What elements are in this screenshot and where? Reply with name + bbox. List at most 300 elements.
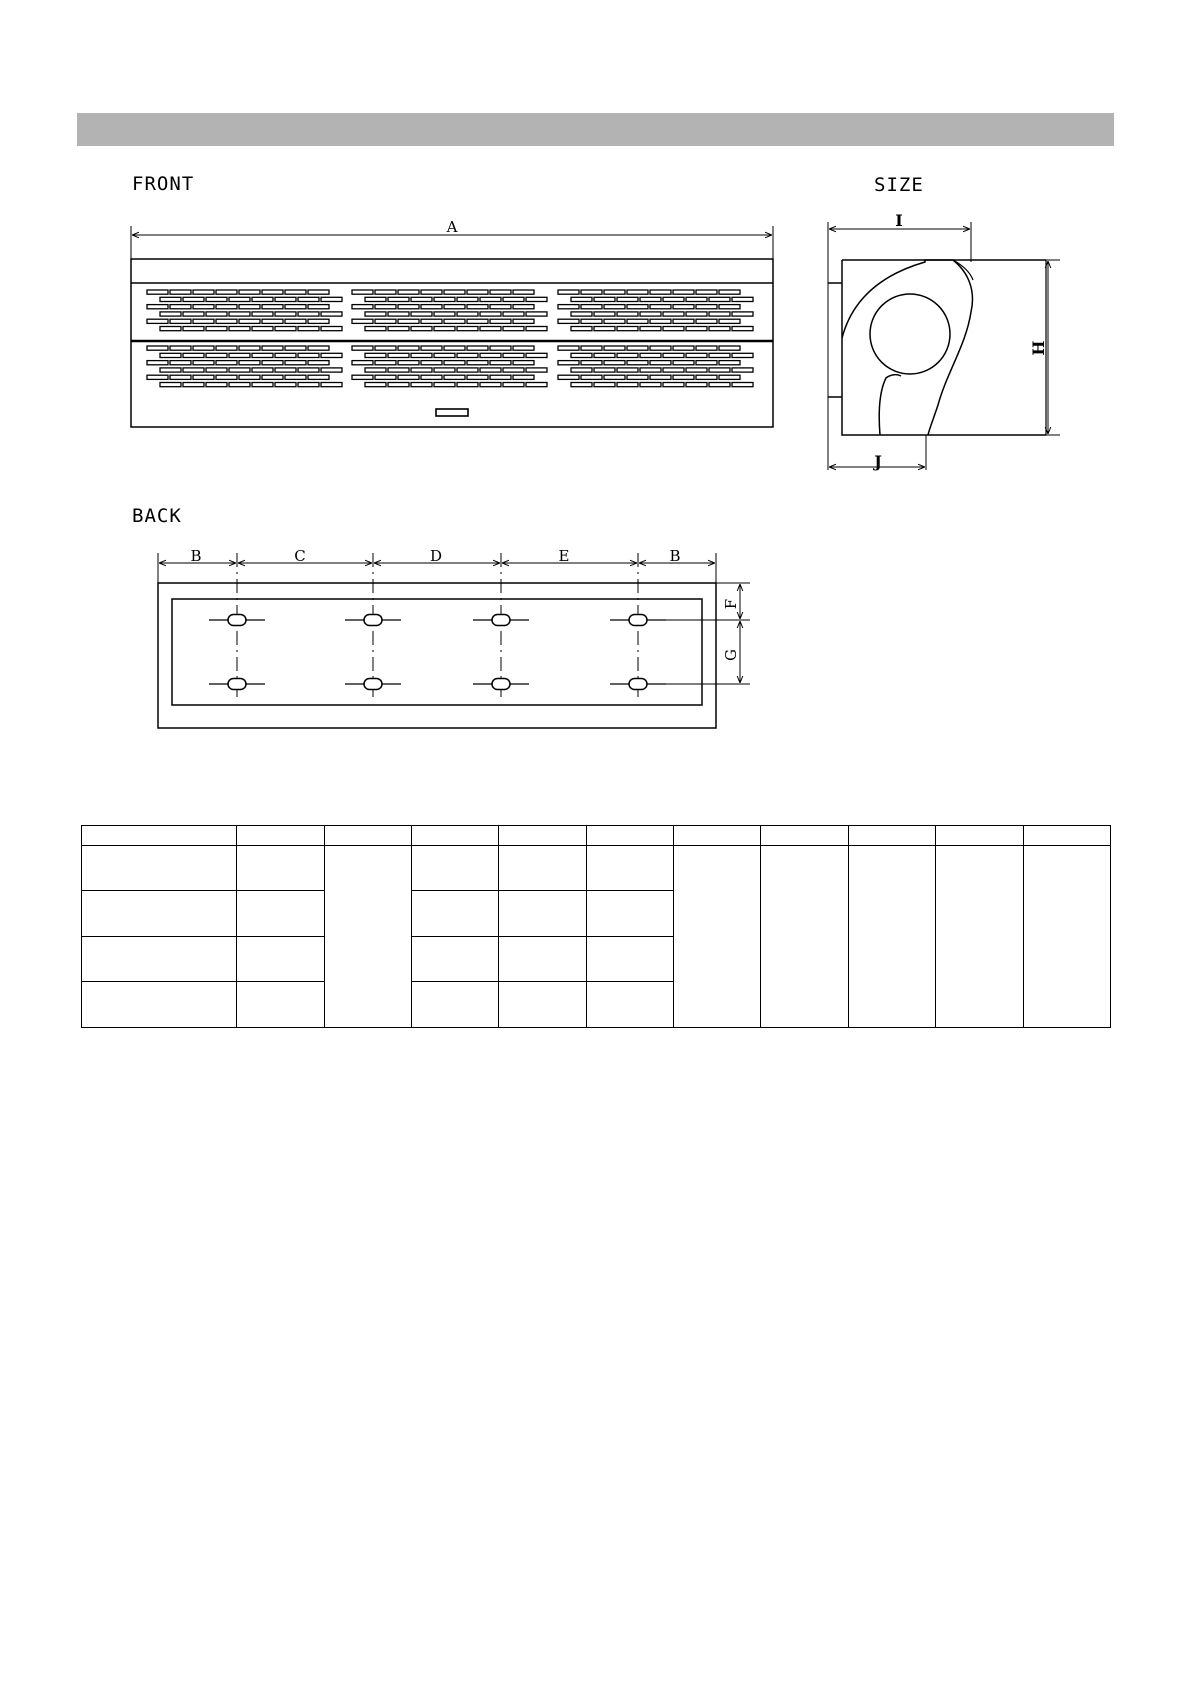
grille-slot [285,375,306,379]
grille-slot [490,290,511,294]
table-cell [412,891,499,937]
grille-slot [650,375,671,379]
grille-slot [467,361,488,365]
grille-slot [147,290,168,294]
grille-slot [216,361,237,365]
table-cell [237,982,325,1028]
grille-slot [686,368,707,372]
grille-slot [262,305,283,309]
grille-slot [216,319,237,323]
table-cell [499,826,587,846]
front-slot [436,409,468,416]
grille-slot [709,312,730,316]
grille-slot [421,346,442,350]
grille-slot [411,368,432,372]
grille-slot [513,346,534,350]
grille-slot [206,327,227,331]
grille-slot [627,346,648,350]
mounting-hole [228,615,246,626]
grille-slot [239,375,260,379]
grille-slot [352,375,373,379]
grille-slot [147,375,168,379]
grille-slot [160,312,181,316]
grille-slot [673,319,694,323]
grille-slot [503,312,524,316]
grille-slot [571,353,592,357]
table-cell [936,846,1024,1028]
grille-slot [206,368,227,372]
table-cell [1024,826,1111,846]
grille-slot [275,312,296,316]
label-f: F [722,598,740,610]
grille-slot [252,368,273,372]
grille-slot [526,383,547,387]
grille-slot [183,383,204,387]
table-cell [1024,846,1111,1028]
grille-slot [434,383,455,387]
grille-slot [480,383,501,387]
grille-slot [457,383,478,387]
grille-slot [663,297,684,301]
grille-slot [275,383,296,387]
grille-slot [503,327,524,331]
grille-slot [170,361,191,365]
grille-slot [604,290,625,294]
grille-slot [571,368,592,372]
grille-slot [308,319,329,323]
grille-slot [285,361,306,365]
table-cell [325,846,412,1028]
grille-slot [275,353,296,357]
grille-slot [526,297,547,301]
grille-slot [604,346,625,350]
grille-slot [321,297,342,301]
grille-slot [513,319,534,323]
grille-slot [719,375,740,379]
grille-slot [457,327,478,331]
grille-slot [285,319,306,323]
grille-slot [709,327,730,331]
grille-slot [229,297,250,301]
grille-slot [262,361,283,365]
grille-slot [558,305,579,309]
grille-slot [147,319,168,323]
table-cell [237,826,325,846]
grille-slot [581,319,602,323]
grille-slot [686,312,707,316]
grille-slot [594,297,615,301]
size-view [828,222,1060,470]
grille-slot [513,361,534,365]
grille-slot [183,327,204,331]
grille-slot [696,375,717,379]
grille-slot [709,297,730,301]
grille-slot [252,383,273,387]
grille-slot [503,368,524,372]
grille-slot [617,297,638,301]
grille-slot [594,368,615,372]
grille-slot [170,305,191,309]
table-cell [587,846,674,891]
label-c: C [294,547,306,565]
grille-slot [388,383,409,387]
table-cell [82,846,237,891]
grille-slot [160,353,181,357]
grille-slot [170,290,191,294]
table-cell [499,937,587,982]
grille-slot [252,312,273,316]
grille-slot [375,319,396,323]
grille-slot [285,346,306,350]
grille-slot [480,353,501,357]
grille-slot [434,312,455,316]
grille-slot [388,297,409,301]
grille-slot [206,312,227,316]
grille-slot [229,327,250,331]
grille-slot [411,327,432,331]
grille-slot [673,375,694,379]
grille-slot [239,319,260,323]
grille-slot [696,346,717,350]
grille-slot [298,327,319,331]
grille-slot [252,297,273,301]
grille-slot [640,327,661,331]
grille-slot [308,346,329,350]
mounting-hole [629,679,647,690]
grille-slot [375,375,396,379]
grille-slot [663,312,684,316]
grille-slot [275,368,296,372]
label-a: A [446,218,458,236]
grille-slot [388,368,409,372]
table-cell [849,846,936,1028]
grille-slot [229,383,250,387]
table-cell [674,846,761,1028]
grille-slot [444,305,465,309]
grille-slot [571,312,592,316]
grille-slot [526,312,547,316]
mounting-hole [492,615,510,626]
grille-slot [183,312,204,316]
grille-slot [490,375,511,379]
grille-slot [467,375,488,379]
grille-slot [365,297,386,301]
grille-slot [421,319,442,323]
grille-slot [308,305,329,309]
grille-slot [160,297,181,301]
grille-slot [229,353,250,357]
grille-slot [617,383,638,387]
grille-slot [490,346,511,350]
grille-slot [503,353,524,357]
grille-slot [365,312,386,316]
label-d: D [429,547,443,565]
grille-slot [170,346,191,350]
grille-slot [467,305,488,309]
grille-slot [457,297,478,301]
grille-slot [480,297,501,301]
grille-slot [193,290,214,294]
table-cell [936,826,1024,846]
grille-slot [526,353,547,357]
grille-slot [160,327,181,331]
grille-slot [444,319,465,323]
back-outer-frame [158,583,716,728]
table-cell [587,826,674,846]
grille-slot [581,375,602,379]
label-i: I [895,211,903,230]
grille-slot [147,305,168,309]
grille-slot [444,375,465,379]
grille-slot [558,346,579,350]
grille-slot [298,383,319,387]
grille-slot [627,319,648,323]
grille-slot [183,297,204,301]
grille-slot [663,368,684,372]
table-row [82,826,1111,846]
grille-slot [321,327,342,331]
grille-slot [434,327,455,331]
grille-slot [183,353,204,357]
grille-slot [696,305,717,309]
grille-slot [732,383,753,387]
mounting-hole [228,679,246,690]
grille-slot [411,312,432,316]
grille-slot [216,305,237,309]
grille-slot [444,290,465,294]
grille-slot [686,353,707,357]
grille-slot [732,368,753,372]
mounting-hole [492,679,510,690]
grille-slot [640,312,661,316]
grille-slot [604,361,625,365]
grille-slot [216,290,237,294]
grille-slot [388,353,409,357]
grille-slot [239,290,260,294]
grille-slot [526,327,547,331]
grille-slot [206,353,227,357]
grille-slot [732,312,753,316]
table-cell [412,937,499,982]
grille-slot [193,319,214,323]
grille-slot [262,375,283,379]
grille-slot [216,375,237,379]
grille-slot [444,361,465,365]
grille-slot [617,327,638,331]
grille-slot [526,368,547,372]
grille-slot [147,361,168,365]
table-cell [237,891,325,937]
table-cell [82,937,237,982]
grille-slot [513,305,534,309]
grille-slot [558,319,579,323]
grille-slot [732,327,753,331]
grille-slot [421,305,442,309]
grille-slot [686,297,707,301]
table-cell [82,982,237,1028]
grille-slot [719,361,740,365]
grille-slot [719,319,740,323]
grille-slot [444,346,465,350]
grille-slot [411,383,432,387]
grille-slot [398,375,419,379]
grille-slot [709,383,730,387]
grille-slot [696,290,717,294]
table-cell [499,846,587,891]
mounting-hole [364,679,382,690]
grille-slot [594,312,615,316]
table-cell [499,982,587,1028]
grille-slot [663,353,684,357]
grille-slot [627,290,648,294]
grille-slot [640,368,661,372]
grille-slot [650,346,671,350]
grille-slot [594,383,615,387]
table-cell [412,846,499,891]
grille-slot [365,368,386,372]
grille-slot [229,368,250,372]
grille-slot [571,297,592,301]
size-view-title: SIZE [874,174,924,196]
back-view-title: BACK [132,505,182,527]
grille-slot [352,346,373,350]
spec-table [81,825,1111,1028]
grille-slot [375,305,396,309]
grille-slot [239,305,260,309]
grille-slot [321,312,342,316]
grille-slot [375,361,396,365]
table-cell [237,937,325,982]
grille-slot [617,353,638,357]
grille-slot [352,319,373,323]
table-cell [674,826,761,846]
grille-slot [480,368,501,372]
mounting-hole [629,615,647,626]
grille-slot [558,361,579,365]
table-cell [82,826,237,846]
grille-slot [673,346,694,350]
grille-slot [421,375,442,379]
lower-vane [879,375,901,435]
grille-slot [581,346,602,350]
grille-slot [262,346,283,350]
grille-slot [147,346,168,350]
table-cell [499,891,587,937]
fan-circle [870,294,950,374]
scroll-volute [842,260,972,435]
grille-slot [467,346,488,350]
grille-slot [617,312,638,316]
grille-slot [640,297,661,301]
grille-slot [571,327,592,331]
grille-slot [594,353,615,357]
grille-slot [663,327,684,331]
grille-slot [160,368,181,372]
grille-slot [321,353,342,357]
table-cell [761,826,849,846]
grille-slot [216,346,237,350]
grille-slot [650,305,671,309]
table-cell [82,891,237,937]
table-cell [761,846,849,1028]
grille-slot [650,361,671,365]
grille-slot [581,305,602,309]
grille-slot [434,297,455,301]
grille-slot [719,346,740,350]
grille-slot [640,353,661,357]
grille-slot [434,368,455,372]
label-h: H [1029,340,1048,356]
grille-slot [375,346,396,350]
grille-slot [490,305,511,309]
grille-slot [709,353,730,357]
grille-slot [686,327,707,331]
grille-slot [467,319,488,323]
front-view-title: FRONT [132,173,195,195]
label-g: G [722,649,740,661]
grille-slot [193,346,214,350]
grille-slot [627,375,648,379]
label-b-right: B [669,547,681,565]
grille-slot [513,290,534,294]
grille-slot [421,361,442,365]
grille-slot [285,290,306,294]
grille-slot [467,290,488,294]
back-view [158,553,750,728]
grille-slot [503,383,524,387]
grille-slot [480,327,501,331]
grille-slot [650,319,671,323]
grille-slot [308,290,329,294]
grille-slot [434,353,455,357]
table-cell [849,826,936,846]
label-b-left: B [190,547,202,565]
grille-slot [719,290,740,294]
grille-slot [617,368,638,372]
grille-slot [398,319,419,323]
grille-slot [457,353,478,357]
grille-slot [298,312,319,316]
grille-slot [398,305,419,309]
grille-slot [503,297,524,301]
grille-slot [581,361,602,365]
grille-slot [398,361,419,365]
grille-slot [640,383,661,387]
table-row [82,846,1111,891]
back-inner-frame [172,599,702,705]
grille-slot [398,290,419,294]
grille-slot [594,327,615,331]
grille-slot [719,305,740,309]
grille-slot [193,361,214,365]
grille-slot [298,353,319,357]
grille-slot [581,290,602,294]
grille-slot [308,375,329,379]
grille-slot [696,361,717,365]
grille-slot [352,361,373,365]
grille-slot [206,297,227,301]
table-cell [587,937,674,982]
mounting-holes [209,553,666,700]
grille-slot [673,290,694,294]
grille-slot [571,383,592,387]
grille-slot [365,327,386,331]
grille-slot [490,319,511,323]
table-cell [587,891,674,937]
grille-slot [239,361,260,365]
grille-slot [398,346,419,350]
grille-slot [709,368,730,372]
